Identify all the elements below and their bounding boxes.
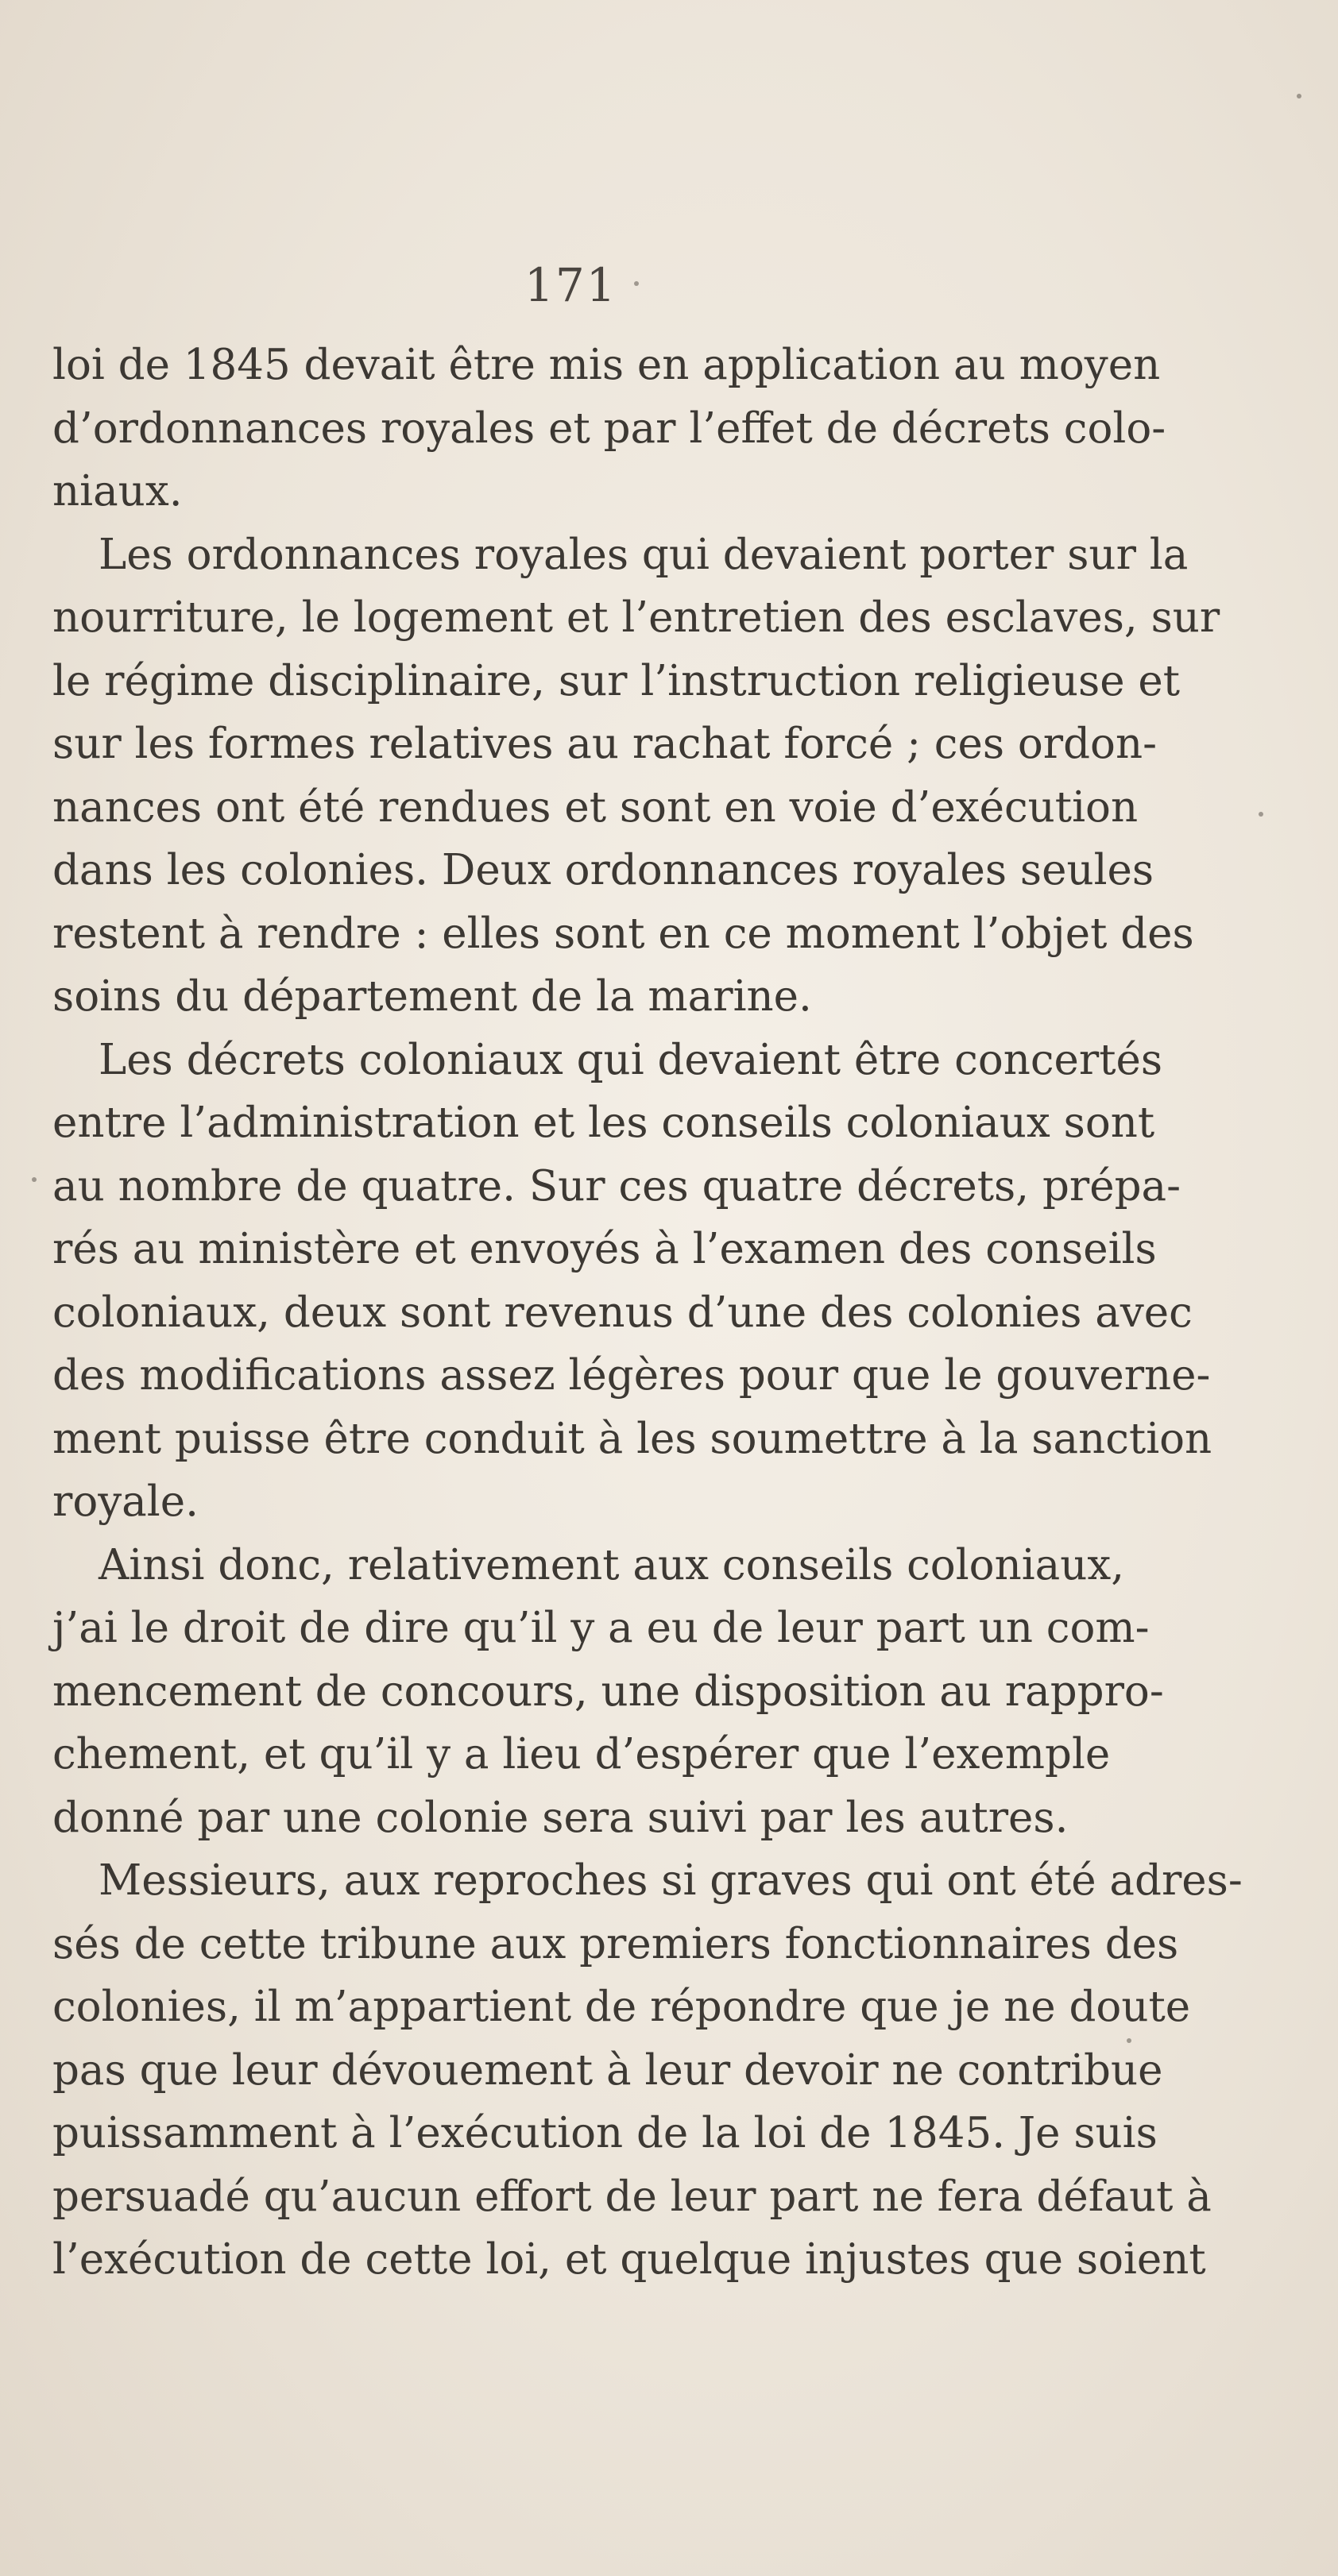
text-line: coloniaux, deux sont revenus d’une des colonies avec [52, 1288, 1193, 1337]
text-line: le régime disciplinaire, sur l’instruction religieuse et [52, 656, 1181, 705]
text-line: sur les formes relatives au rachat forcé ; ces ordon- [52, 720, 1158, 768]
paragraph [52, 1849, 1243, 2292]
text-line: ment puisse être conduit à les soumettre à la sanction [52, 1414, 1212, 1463]
text-line: au nombre de quatre. Sur ces quatre décrets, prépa- [52, 1161, 1181, 1211]
paragraph [52, 523, 1220, 1029]
text-line: royale. [52, 1477, 199, 1526]
text-line: Les décrets coloniaux qui devaient être concertés [99, 1035, 1163, 1084]
text-line: Ainsi donc, relativement aux conseils coloniaux, [99, 1540, 1125, 1589]
body-text [52, 334, 1243, 2292]
text-line: mencement de concours, une disposition au rappro- [52, 1666, 1164, 1716]
text-line: donné par une colonie sera suivi par les autres. [52, 1793, 1069, 1842]
text-line: entre l’administration et les conseils coloniaux sont [52, 1099, 1155, 1147]
text-line: restent à rendre : elles sont en ce moment l’objet des [52, 909, 1194, 958]
paragraph [52, 1029, 1212, 1534]
text-line: chement, et qu’il y a lieu d’espérer que l’exemple [52, 1730, 1111, 1778]
page-number: 171 [524, 258, 617, 312]
text-line: nances ont été rendues et sont en voie d’exécution [52, 782, 1139, 832]
text-line: j’ai le droit de dire qu’il y a eu de leur part un com- [52, 1604, 1150, 1652]
paper-speck [1259, 812, 1263, 817]
text-line: Les ordonnances royales qui devaient porter sur la [99, 530, 1189, 579]
text-line: pas que leur dévouement à leur devoir ne contribue [52, 2045, 1163, 2095]
paragraph [52, 334, 1166, 523]
paper-speck [1297, 94, 1301, 98]
paper-speck [1127, 2038, 1131, 2043]
text-line: loi de 1845 devait être mis en application au moyen [52, 341, 1161, 389]
text-line: colonies, il m’appartient de répondre que je ne doute [52, 1983, 1191, 2031]
text-line: nourriture, le logement et l’entretien des esclaves, sur [52, 593, 1220, 642]
paragraph [52, 1534, 1164, 1850]
text-line: sés de cette tribune aux premiers fonctionnaires des [52, 1919, 1179, 1968]
text-line: persuadé qu’aucun effort de leur part ne fera défaut à [52, 2172, 1212, 2221]
text-line: l’exécution de cette loi, et quelque injustes que soient [52, 2235, 1206, 2284]
text-line: d’ordonnances royales et par l’effet de décrets colo- [52, 404, 1166, 453]
text-line: dans les colonies. Deux ordonnances royales seules [52, 846, 1154, 894]
text-line: niaux. [52, 467, 183, 516]
text-line: soins du département de la marine. [52, 972, 812, 1021]
text-line: Messieurs, aux reproches si graves qui ont été adres- [99, 1856, 1243, 1905]
text-line: des modifications assez légères pour que le gouverne- [52, 1351, 1211, 1400]
text-line: rés au ministère et envoyés à l’examen des conseils [52, 1225, 1157, 1273]
paper-speck [32, 1177, 37, 1182]
paper-speck [634, 281, 639, 286]
text-line: puissamment à l’exécution de la loi de 1845. Je suis [52, 2109, 1158, 2157]
